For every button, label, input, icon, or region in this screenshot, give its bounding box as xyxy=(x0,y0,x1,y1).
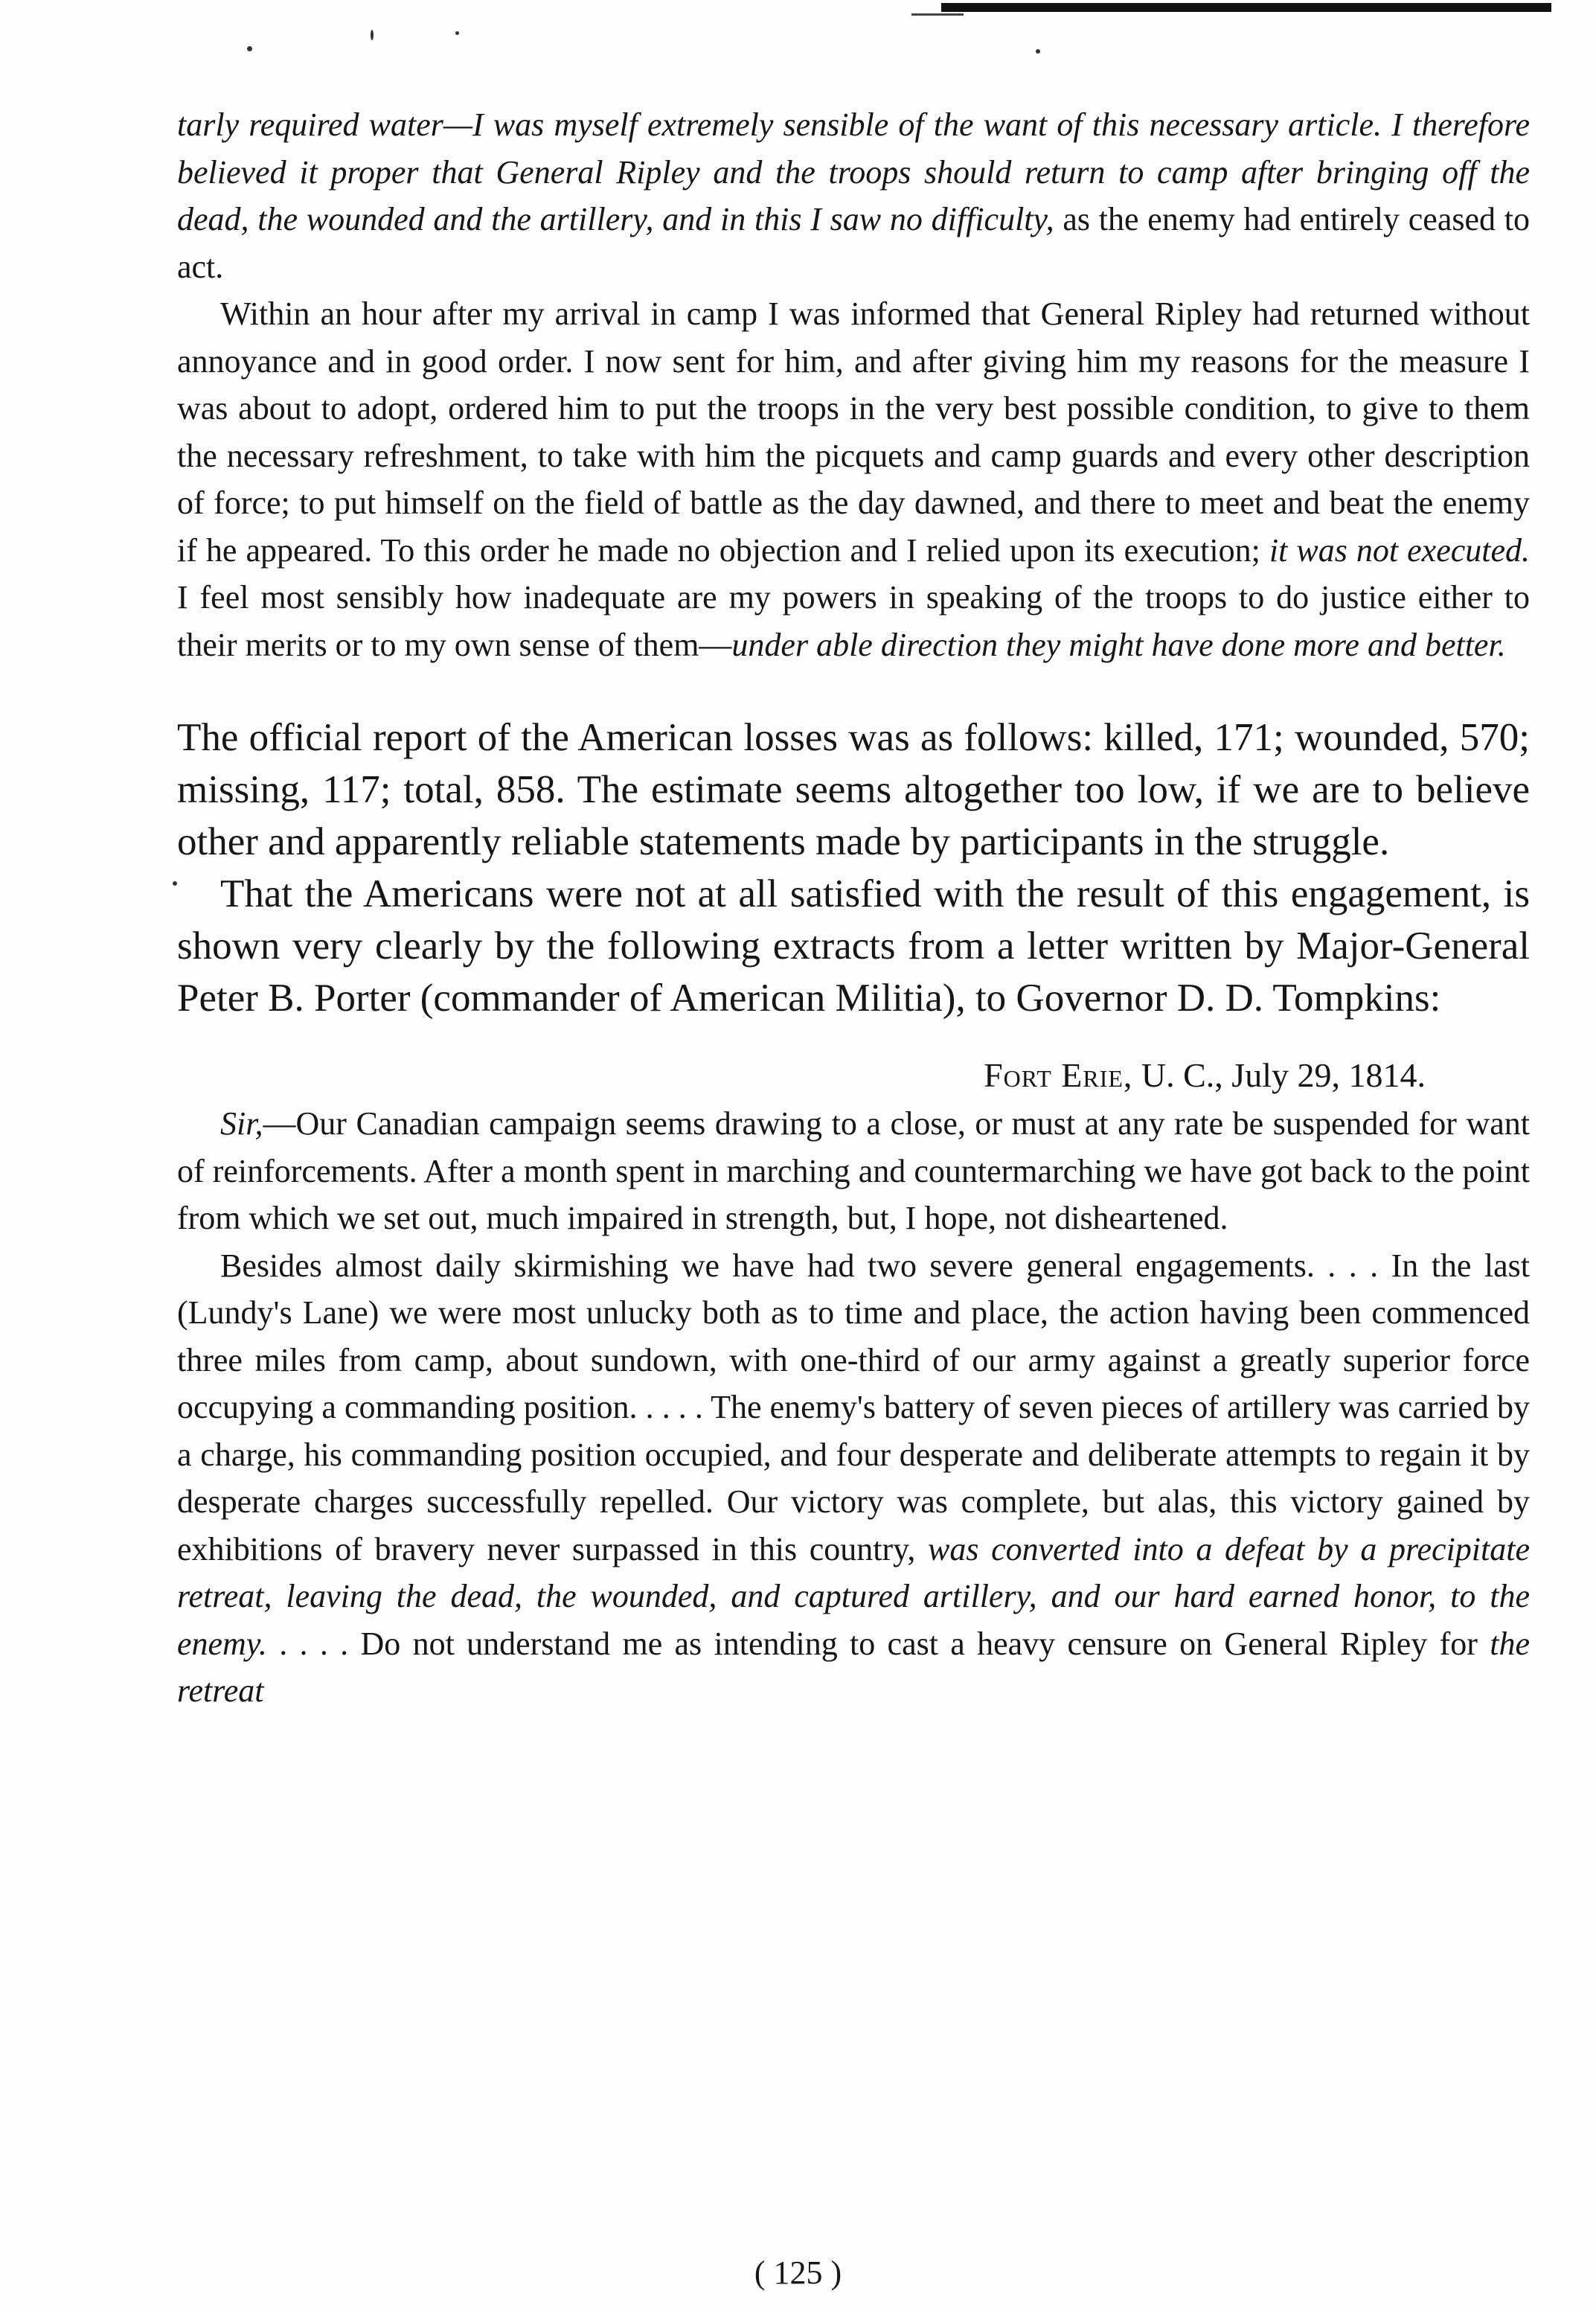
text: Within an hour after my arrival in camp I was informed that General Ripley had returned without annoyance and in good order. I now sent for him, and after giving him my reasons for the measure I was about to adopt, ordered him to put the troops in the very best possible condition, to give to them the necessary refreshment, to take with him the picquets and camp guards and every other description of force; to put himself on the field of battle as the day dawned, and there to meet and beat the enemy if he appeared. To this order he made no objection and I relied upon its execution; xyxy=(177,295,1530,569)
italic-text: tarly required water—I was myself extremely sensible of the want of this necessary article. I therefore believed it proper that General Ripley and the troops should return to camp after bringing off the dead, the wounded and the artillery, and in this I saw no difficulty, xyxy=(177,106,1530,237)
text: . . . . Do not understand me as intending to cast a heavy censure on General Ripley for xyxy=(266,1625,1490,1662)
body-paragraph: The official report of the American losses was as follows: killed, 171; wounded, 570; missing, 117; total, 858. The estimate seems altogether too low, if we are to believe other and apparently reliable statements made by participants in the struggle. xyxy=(177,716,1530,863)
text: —Our Canadian campaign seems drawing to a close, or must at any rate be suspended for want of reinforcements. After a month spent in marching and countermarching we have got back to the point from which we set out, much impaired in strength, but, I hope, not disheartened. xyxy=(177,1105,1530,1236)
italic-text: the retreat xyxy=(177,1625,1530,1709)
page-content xyxy=(177,101,1530,1715)
text: as the enemy had entirely ceased to act. xyxy=(177,201,1530,285)
quote-paragraph xyxy=(177,290,1530,668)
italic-text: it was not executed. xyxy=(1269,531,1531,569)
italic-text: was converted into a defeat by a precipitate retreat, leaving the dead, the wounded, and captured artillery, and our hard earned honor, to the enemy. xyxy=(177,1530,1530,1662)
page-number: ( 125 ) xyxy=(754,2254,842,2291)
print-speck xyxy=(371,30,374,40)
letter-place: Fort Erie, xyxy=(984,1056,1133,1094)
italic-text: under able direction they might have done more and better. xyxy=(731,626,1506,663)
text: Besides almost daily skirmishing we have had two severe general engagements. . . . In the last (Lundy's Lane) we were most unlucky both as to time and place, the action having been commenced three miles from camp, about sundown, with one-third of our army against a greatly superior force occupying a commanding position. . . . . The enemy's battery of seven pieces of artillery was carried by a charge, his commanding position occupied, and four desperate and deliberate attempts to regain it by desperate charges successfully repelled. Our victory was complete, but alas, this victory gained by exhibitions of bravery never surpassed in this country, xyxy=(177,1247,1530,1567)
print-speck xyxy=(247,46,252,51)
letter-salutation: Sir, xyxy=(220,1105,263,1142)
print-speck xyxy=(455,31,459,35)
text: I feel most sensibly how inadequate are my powers in speaking of the troops to do justice either to their merits or to my own sense of them— xyxy=(177,579,1530,663)
print-speck xyxy=(1036,49,1040,54)
body-paragraph: That the Americans were not at all satisfied with the result of this engagement, is shown very clearly by the following extracts from a letter written by Major-General Peter B. Porter (commander of American Militia), to Governor D. D. Tompkins: xyxy=(177,872,1530,1020)
quote-paragraph xyxy=(177,101,1530,290)
letter-dateline xyxy=(177,1051,1530,1100)
letter-date: U. C., July 29, 1814. xyxy=(1132,1056,1426,1094)
top-rule xyxy=(941,3,1551,12)
letter-paragraph xyxy=(177,1100,1530,1242)
letter-paragraph xyxy=(177,1242,1530,1715)
top-rule-thin xyxy=(911,13,964,16)
